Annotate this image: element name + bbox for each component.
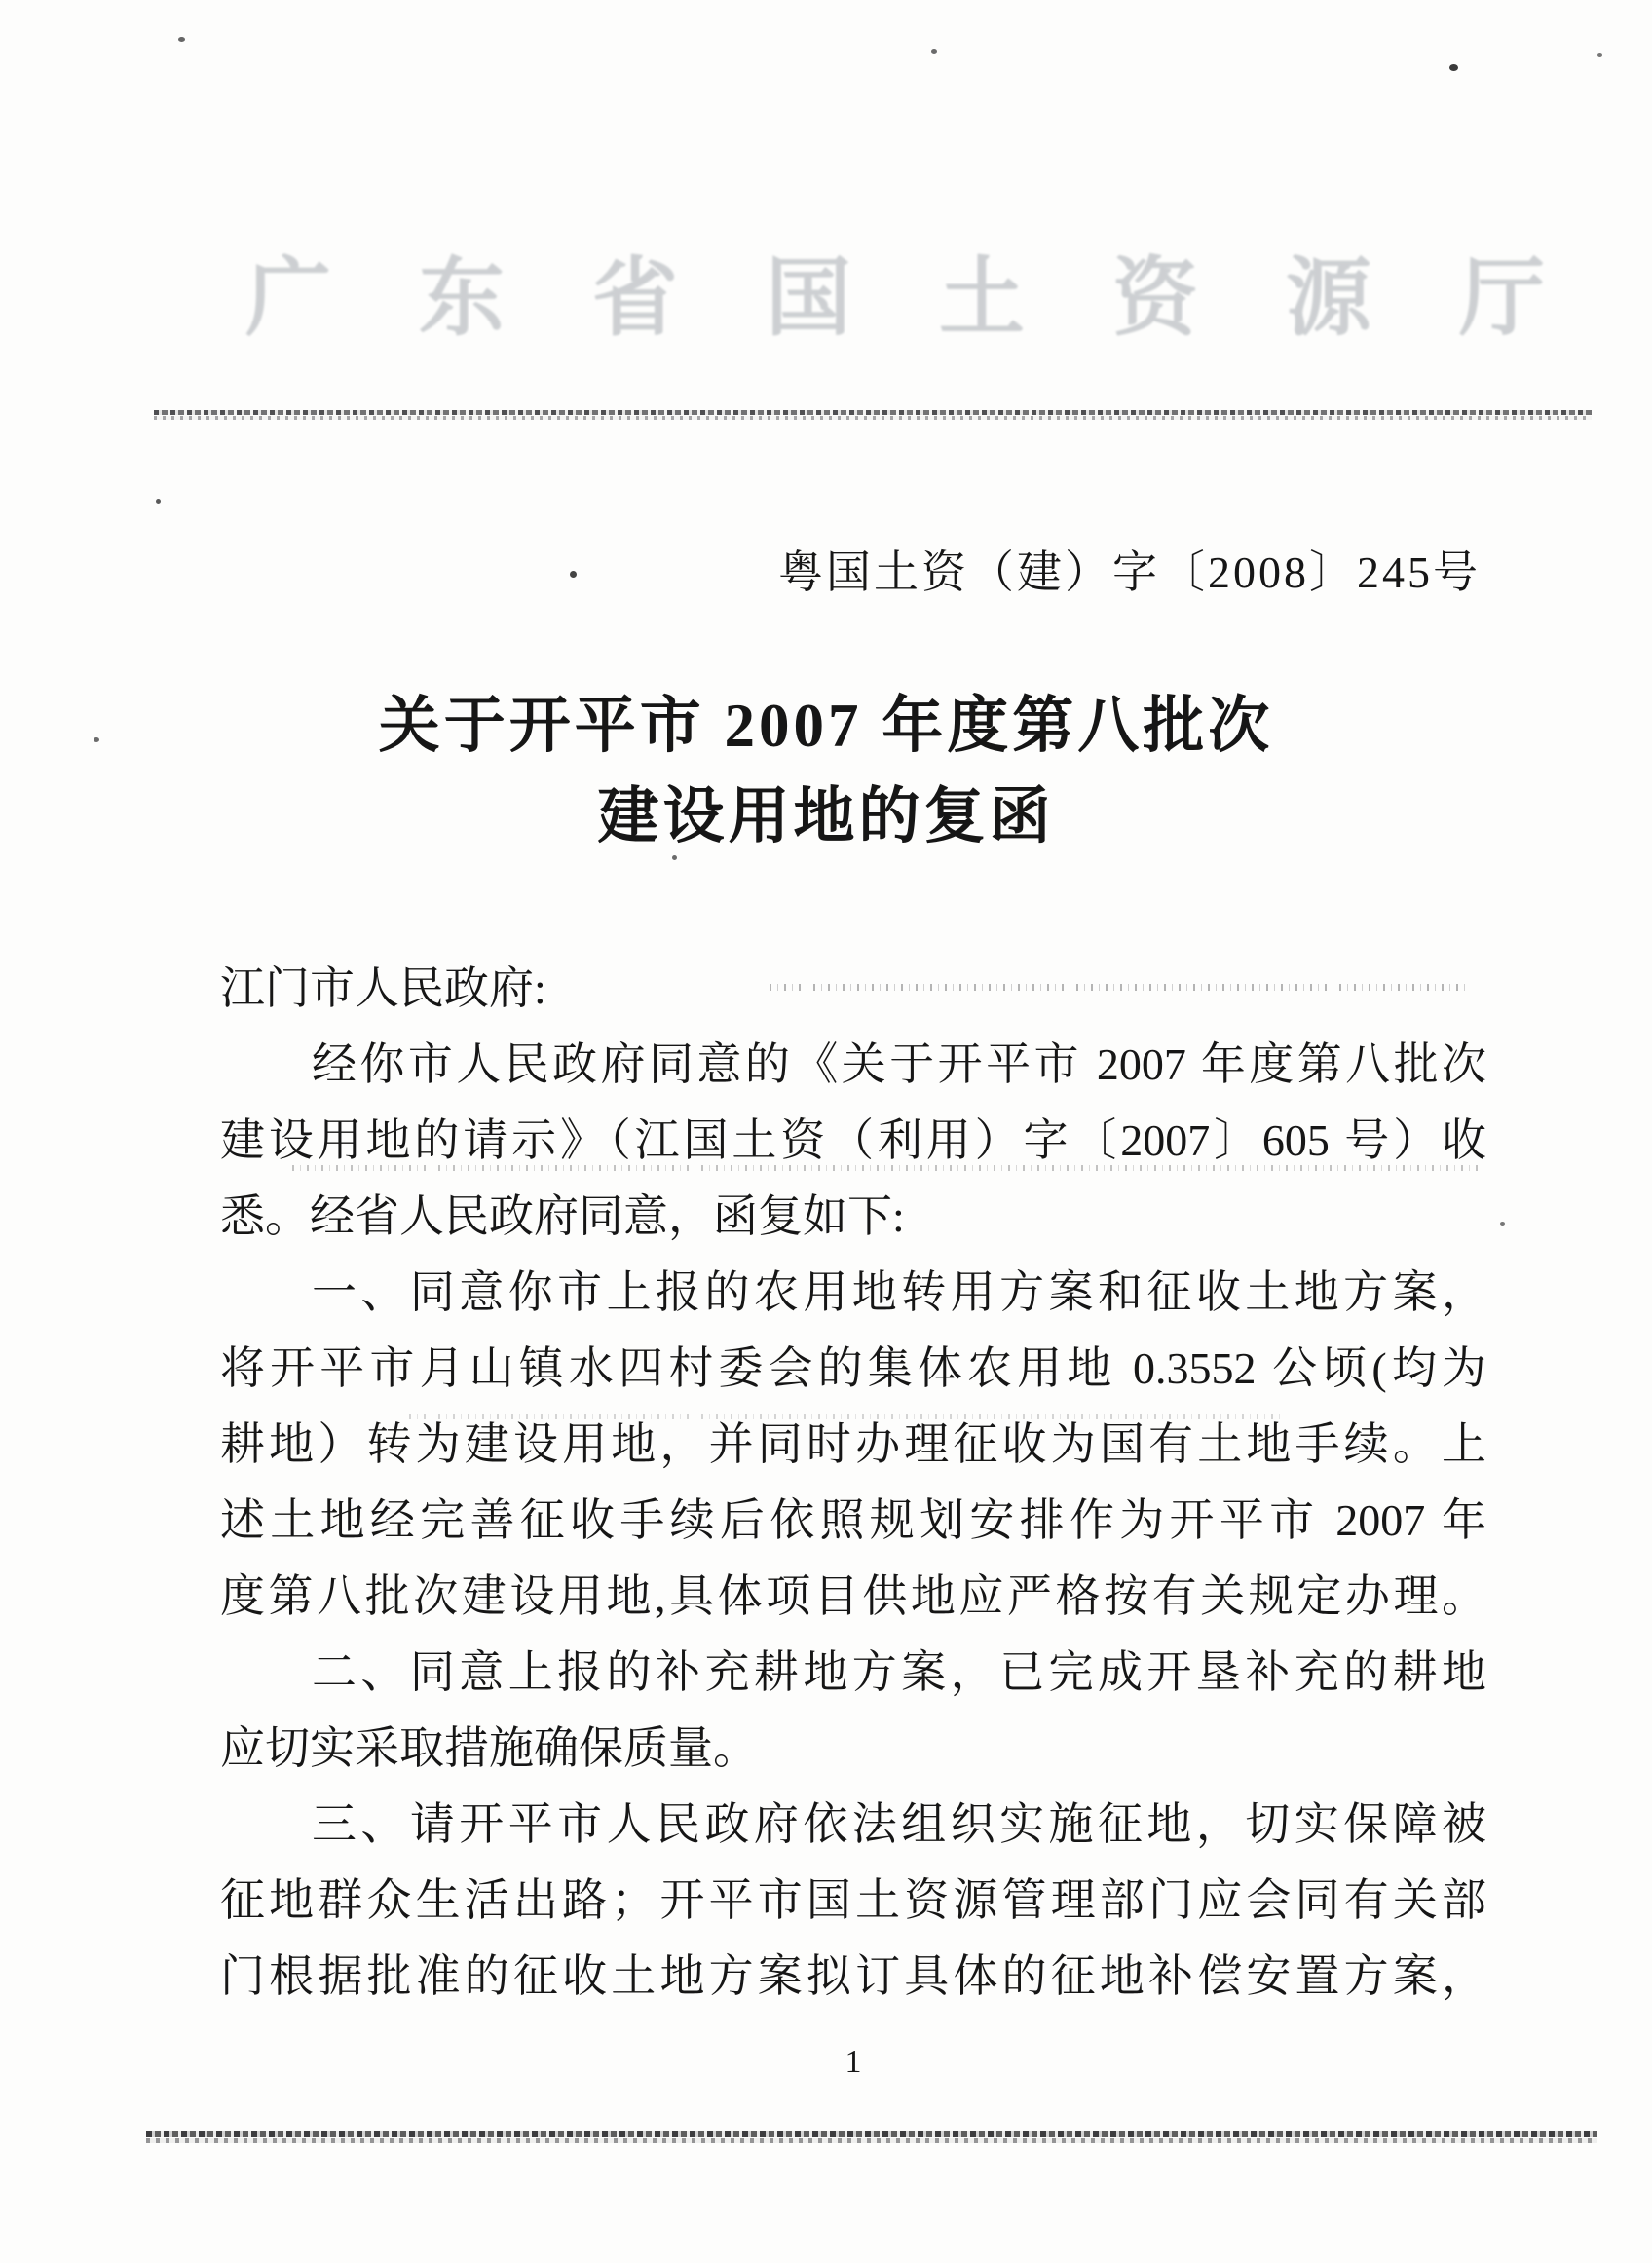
body-line: 将开平市月山镇水四村委会的集体农用地 0.3552 公顷(均为 bbox=[220, 1343, 1486, 1393]
scan-speck bbox=[1500, 1222, 1505, 1226]
document-title bbox=[0, 681, 1652, 862]
body-line: 悉。经省人民政府同意，函复如下: bbox=[220, 1191, 905, 1241]
letterhead-org-name: 广东省国土资源厅 bbox=[245, 249, 1633, 346]
page-number: 1 bbox=[845, 2044, 862, 2080]
body-line: 度第八批次建设用地,具体项目供地应严格按有关规定办理。 bbox=[220, 1571, 1486, 1621]
body-line: 一、同意你市上报的农用地转用方案和征收土地方案， bbox=[312, 1267, 1486, 1317]
body-line: 江门市人民政府: bbox=[220, 963, 546, 1013]
document-number: 粤国土资（建）字〔2008〕245号 bbox=[778, 547, 1481, 597]
document-title-line1: 关于开平市 2007 年度第八批次 bbox=[378, 692, 1274, 760]
document-title-line2: 建设用地的复函 bbox=[597, 782, 1055, 850]
body-line: 二、同意上报的补充耕地方案，已完成开垦补充的耕地 bbox=[312, 1647, 1486, 1697]
scan-noise bbox=[770, 984, 1471, 991]
scan-noise bbox=[409, 1414, 1286, 1419]
body-line: 应切实采取措施确保质量。 bbox=[220, 1723, 758, 1773]
scan-speck bbox=[672, 855, 677, 860]
body-line: 门根据批准的征收土地方案拟订具体的征地补偿安置方案， bbox=[220, 1951, 1486, 2001]
scan-speck bbox=[1449, 64, 1458, 71]
body-line: 建设用地的请示》（江国土资（利用）字〔2007〕605 号）收 bbox=[220, 1115, 1486, 1165]
body-line: 征地群众生活出路；开平市国土资源管理部门应会同有关部 bbox=[220, 1875, 1486, 1925]
scan-speck bbox=[1597, 53, 1602, 57]
body-line: 耕地）转为建设用地，并同时办理征收为国有土地手续。上 bbox=[220, 1419, 1486, 1469]
body-line: 述土地经完善征收手续后依照规划安排作为开平市 2007 年 bbox=[220, 1495, 1486, 1545]
scan-noise bbox=[292, 1165, 1481, 1171]
scan-speck bbox=[570, 571, 577, 578]
scan-speck bbox=[931, 49, 937, 54]
body-line: 三、请开平市人民政府依法组织实施征地，切实保障被 bbox=[312, 1799, 1486, 1849]
body-line: 经你市人民政府同意的《关于开平市 2007 年度第八批次 bbox=[312, 1039, 1486, 1089]
bottom-edge-line bbox=[146, 2129, 1597, 2145]
scan-speck bbox=[178, 37, 185, 42]
letter-body bbox=[220, 951, 1486, 2015]
letterhead-separator-line bbox=[154, 408, 1592, 422]
scan-speck bbox=[156, 499, 161, 504]
scan-speck bbox=[94, 737, 99, 742]
